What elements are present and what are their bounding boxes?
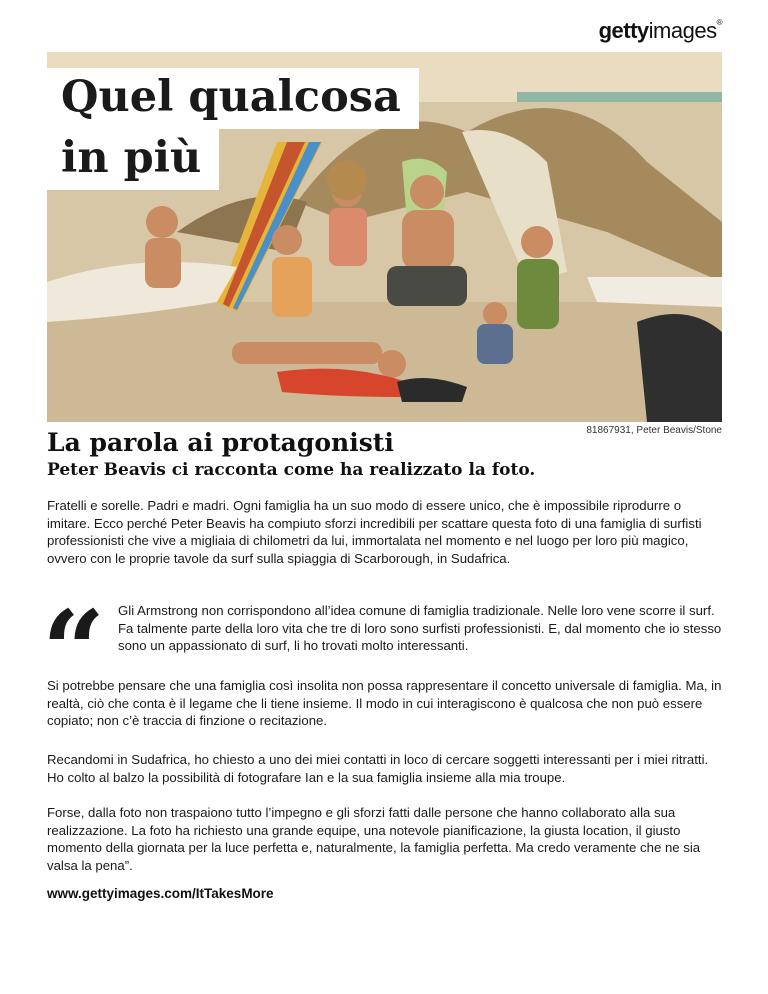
quote-mark-icon: “ [42, 586, 106, 715]
registered-mark: ® [716, 18, 722, 27]
section-subtitle: Peter Beavis ci racconta come ha realizzato la foto. [47, 460, 536, 480]
photo-credit: 81867931, Peter Beavis/Stone [586, 425, 722, 436]
website-link[interactable]: www.gettyimages.com/ItTakesMore [47, 886, 274, 901]
headline-line-1: Quel qualcosa [47, 68, 419, 129]
paragraph-4: Forse, dalla foto non traspaiono tutto l’impegno e gli sforzi fatti dalle persone che hanno collaborato alla sua realizzazione. La foto ha richiesto una grande equipe, una notevole pianificazione, la giusta location, il giusto momento della giornata per la luce perfetta e, naturalmente, la famiglia perfetta. Ma credo veramente che ne sia valsa la pena”. [47, 805, 701, 873]
paragraph-3: Recandomi in Sudafrica, ho chiesto a uno dei miei contatti in loco di cercare soggetti interessanti per i miei ritratti. Ho colto al balzo la possibilità di fotografare Ian e la sua famiglia insieme alla mia troupe. [47, 752, 709, 785]
section-title: La parola ai protagonisti [47, 428, 394, 457]
logo-light-text: images [648, 18, 717, 43]
logo-bold-text: getty [598, 18, 649, 43]
paragraph-1: Fratelli e sorelle. Padri e madri. Ogni famiglia ha un suo modo di essere unico, che è impossibile riprodurre o imitare. Ecco perché Peter Beavis ha compiuto sforzi incredibili per scattare questa foto di una famiglia di surfisti professionisti che vive a migliaia di chilometri da lui, immortalata nel momento e nel luogo per loro più magico, ovvero con le proprie tavole da surf sulla spiaggia di Scarborough, in Sudafrica. [47, 498, 702, 566]
headline [47, 68, 419, 190]
gettyimages-logo [599, 18, 722, 44]
paragraph-2: Si potrebbe pensare che una famiglia così insolita non possa rappresentare il concetto universale di famiglia. Ma, in realtà, ciò che conta è il legame che li tiene insieme. Il modo in cui interagiscono è qualcosa che non può essere copiato; non c’è traccia di finzione o recitazione. [47, 678, 722, 728]
headline-line-2: in più [47, 129, 219, 190]
quote-text: Gli Armstrong non corrispondono all’idea comune di famiglia tradizionale. Nelle loro vene scorre il surf. Fa talmente parte della loro vita che tre di loro sono surfisti professionisti. E, dal momento che io stesso sono un appassionato di surf, li ho trovati molto interessanti. [118, 603, 722, 653]
